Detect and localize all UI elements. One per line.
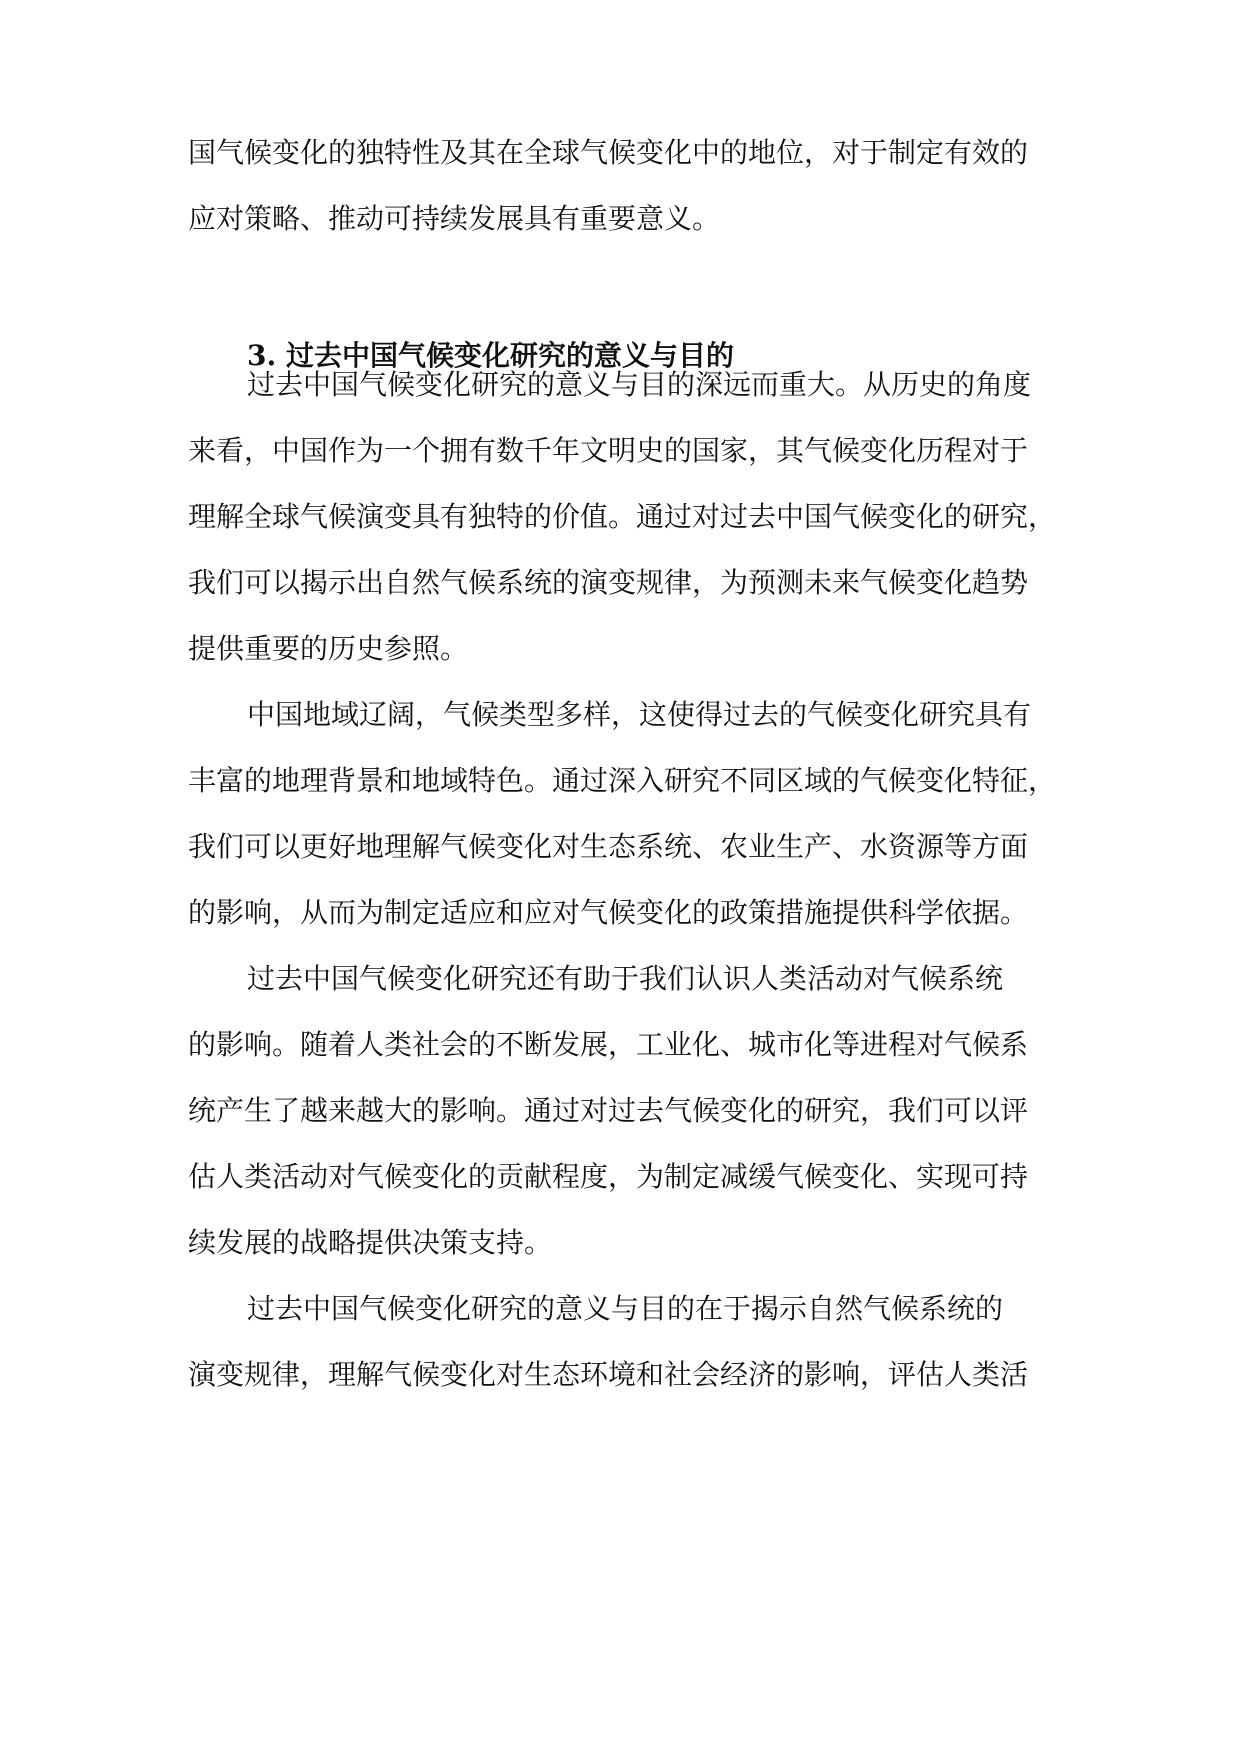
paragraph-1-line-3: 理解全球气候演变具有独特的价值。通过对过去中国气候变化的研究，: [188, 500, 1057, 533]
paragraph-1-line-5: 提供重要的历史参照。: [188, 632, 469, 665]
paragraph-1-line-4: 我们可以揭示出自然气候系统的演变规律，为预测未来气候变化趋势: [188, 566, 1029, 599]
intro-line-2: 应对策略、推动可持续发展具有重要意义。: [188, 202, 721, 235]
paragraph-3-line-1: 过去中国气候变化研究还有助于我们认识人类活动对气候系统: [247, 962, 1004, 995]
paragraph-3-line-4: 估人类活动对气候变化的贡献程度，为制定减缓气候变化、实现可持: [188, 1160, 1029, 1193]
paragraph-4-line-2: 演变规律，理解气候变化对生态环境和社会经济的影响，评估人类活: [188, 1358, 1029, 1391]
paragraph-1-line-2: 来看，中国作为一个拥有数千年文明史的国家，其气候变化历程对于: [188, 434, 1029, 467]
paragraph-2-line-3: 我们可以更好地理解气候变化对生态系统、农业生产、水资源等方面: [188, 830, 1029, 863]
paragraph-3-line-2: 的影响。随着人类社会的不断发展，工业化、城市化等进程对气候系: [188, 1028, 1029, 1061]
paragraph-3-line-3: 统产生了越来越大的影响。通过对过去气候变化的研究，我们可以评: [188, 1094, 1029, 1127]
paragraph-1-line-1: 过去中国气候变化研究的意义与目的深远而重大。从历史的角度: [247, 368, 1032, 401]
paragraph-2-line-2: 丰富的地理背景和地域特色。通过深入研究不同区域的气候变化特征，: [188, 764, 1057, 797]
paragraph-2-line-4: 的影响，从而为制定适应和应对气候变化的政策措施提供科学依据。: [188, 896, 1029, 929]
intro-line-1: 国气候变化的独特性及其在全球气候变化中的地位，对于制定有效的: [188, 136, 1029, 169]
paragraph-3-line-5: 续发展的战略提供决策支持。: [188, 1226, 553, 1259]
paragraph-4-line-1: 过去中国气候变化研究的意义与目的在于揭示自然气候系统的: [247, 1292, 1004, 1325]
section-heading: 3. 过去中国气候变化研究的意义与目的: [247, 339, 734, 372]
paragraph-2-line-1: 中国地域辽阔，气候类型多样，这使得过去的气候变化研究具有: [247, 698, 1032, 731]
